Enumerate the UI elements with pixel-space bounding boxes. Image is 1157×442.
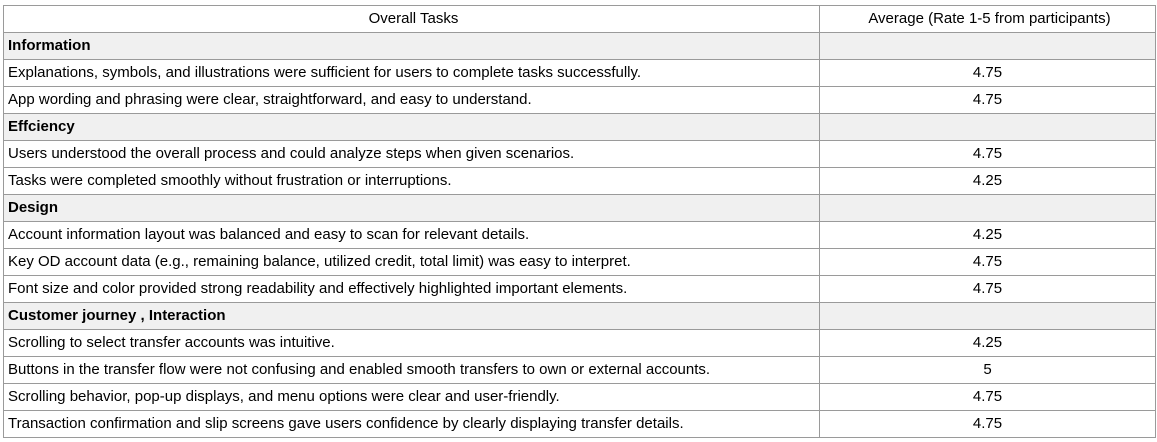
section-title: Information (4, 33, 820, 60)
table-row (4, 330, 1156, 357)
task-cell: Font size and color provided strong readability and effectively highlighted important elements. (4, 276, 820, 303)
score-cell: 4.25 (820, 330, 1156, 357)
section-row (4, 303, 1156, 330)
score-cell: 4.75 (820, 411, 1156, 438)
task-cell: Explanations, symbols, and illustrations were sufficient for users to complete tasks successfully. (4, 60, 820, 87)
score-cell: 4.75 (820, 384, 1156, 411)
section-row (4, 33, 1156, 60)
task-cell: Transaction confirmation and slip screens gave users confidence by clearly displaying transfer details. (4, 411, 820, 438)
section-row (4, 114, 1156, 141)
task-cell: Tasks were completed smoothly without frustration or interruptions. (4, 168, 820, 195)
score-cell: 4.75 (820, 276, 1156, 303)
table-row (4, 357, 1156, 384)
header-overall-tasks: Overall Tasks (4, 6, 820, 33)
section-title: Design (4, 195, 820, 222)
table-row (4, 276, 1156, 303)
table-row (4, 384, 1156, 411)
task-cell: App wording and phrasing were clear, straightforward, and easy to understand. (4, 87, 820, 114)
section-title: Effciency (4, 114, 820, 141)
score-cell: 4.25 (820, 222, 1156, 249)
section-row (4, 195, 1156, 222)
section-score-empty (820, 33, 1156, 60)
table-row (4, 168, 1156, 195)
table-row (4, 411, 1156, 438)
score-cell: 4.75 (820, 60, 1156, 87)
section-score-empty (820, 303, 1156, 330)
table-row (4, 141, 1156, 168)
table-row (4, 60, 1156, 87)
header-average: Average (Rate 1-5 from participants) (820, 6, 1156, 33)
section-score-empty (820, 195, 1156, 222)
task-cell: Scrolling behavior, pop-up displays, and menu options were clear and user-friendly. (4, 384, 820, 411)
ratings-table-container (3, 5, 1155, 438)
table-row (4, 87, 1156, 114)
task-cell: Users understood the overall process and could analyze steps when given scenarios. (4, 141, 820, 168)
score-cell: 4.75 (820, 87, 1156, 114)
task-cell: Buttons in the transfer flow were not confusing and enabled smooth transfers to own or external accounts. (4, 357, 820, 384)
task-cell: Key OD account data (e.g., remaining balance, utilized credit, total limit) was easy to interpret. (4, 249, 820, 276)
score-cell: 4.25 (820, 168, 1156, 195)
task-cell: Scrolling to select transfer accounts was intuitive. (4, 330, 820, 357)
ratings-table (3, 5, 1156, 438)
header-row (4, 6, 1156, 33)
task-cell: Account information layout was balanced and easy to scan for relevant details. (4, 222, 820, 249)
score-cell: 4.75 (820, 249, 1156, 276)
table-row (4, 222, 1156, 249)
section-score-empty (820, 114, 1156, 141)
score-cell: 5 (820, 357, 1156, 384)
score-cell: 4.75 (820, 141, 1156, 168)
section-title: Customer journey , Interaction (4, 303, 820, 330)
table-row (4, 249, 1156, 276)
